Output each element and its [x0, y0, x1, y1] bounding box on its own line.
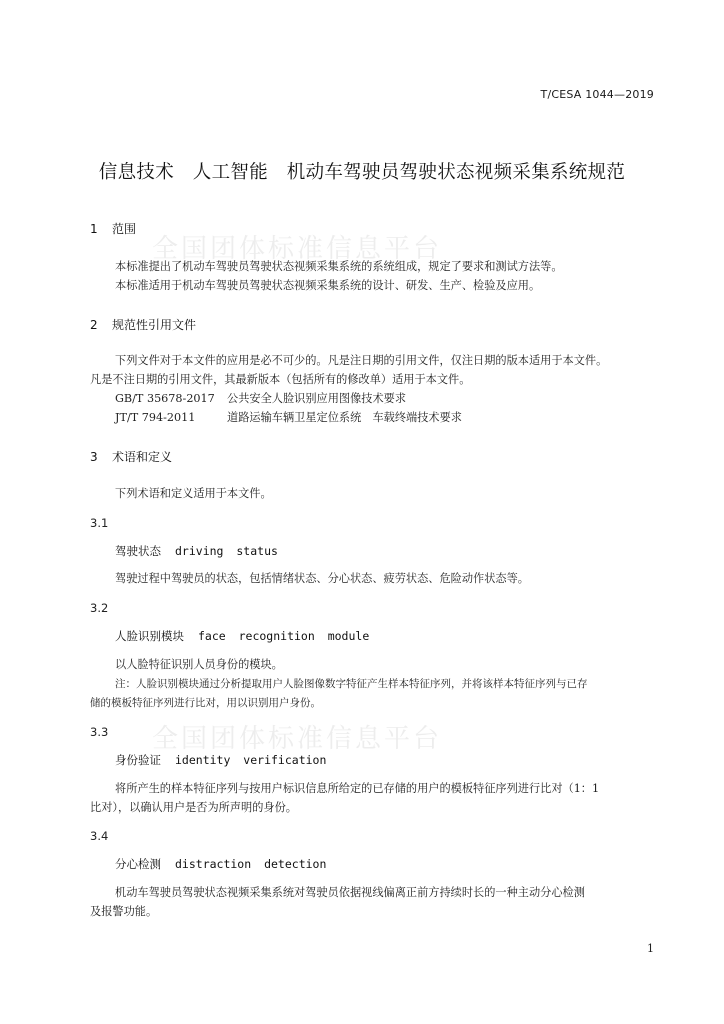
- term-3-2-en: face recognition module: [198, 629, 370, 643]
- reference-2-title: 道路运输车辆卫星定位系统 车载终端技术要求: [227, 411, 462, 424]
- reference-1-title: 公共安全人脸识别应用图像技术要求: [227, 392, 407, 405]
- term-3-1-heading: [115, 543, 278, 559]
- section-3-title: 术语和定义: [112, 450, 173, 464]
- term-3-4-en: distraction detection: [175, 857, 327, 871]
- section-1-heading: [90, 220, 136, 237]
- term-3-3-number: 3.3: [90, 725, 109, 739]
- term-3-4-cn: 分心检测: [115, 857, 161, 871]
- term-3-4-number: 3.4: [90, 829, 109, 843]
- term-3-2-cn: 人脸识别模块: [115, 629, 184, 643]
- section-2-heading: [90, 316, 196, 333]
- term-3-2-number: 3.2: [90, 601, 109, 615]
- term-3-4-definition-line-2: 及报警功能。: [90, 905, 158, 918]
- term-3-3-cn: 身份验证: [115, 753, 161, 767]
- standard-number: T/CESA 1044—2019: [540, 88, 654, 101]
- term-3-2-note-line-1: 注：人脸识别模块通过分析提取用户人脸图像数字特征产生样本特征序列，并将该样本特征序列与已存: [115, 678, 588, 690]
- watermark-top: 全国团体标准信息平台: [152, 234, 443, 264]
- page-number: 1: [647, 942, 654, 955]
- section-2-paragraph-line-1: 下列文件对于本文件的应用是必不可少的。凡是注日期的引用文件，仅注日期的版本适用于本文件。: [115, 354, 608, 367]
- section-2-title: 规范性引用文件: [112, 318, 197, 332]
- document-title: 信息技术 人工智能 机动车驾驶员驾驶状态视频采集系统规范: [98, 162, 626, 183]
- reference-1-code: GB/T 35678-2017: [115, 392, 215, 405]
- section-2-number: 2: [90, 318, 98, 332]
- section-1-paragraph-1: 本标准提出了机动车驾驶员驾驶状态视频采集系统的系统组成，规定了要求和测试方法等。: [115, 260, 563, 273]
- term-3-1-number: 3.1: [90, 516, 109, 530]
- section-1-paragraph-2: 本标准适用于机动车驾驶员驾驶状态视频采集系统的设计、研发、生产、检验及应用。: [115, 279, 541, 292]
- term-3-4-definition-line-1: 机动车驾驶员驾驶状态视频采集系统对驾驶员依据视线偏离正前方持续时长的一种主动分心检测: [115, 886, 585, 899]
- term-3-2-note-line-2: 储的模板特征序列进行比对，用以识别用户身份。: [90, 697, 321, 709]
- section-3-number: 3: [90, 450, 98, 464]
- section-1-title: 范围: [112, 222, 137, 236]
- reference-2: [115, 409, 462, 425]
- reference-1: [115, 390, 406, 406]
- term-3-4-heading: [115, 856, 326, 872]
- reference-2-code: JT/T 794-2011: [115, 411, 196, 424]
- section-2-paragraph-line-2: 凡是不注日期的引用文件，其最新版本（包括所有的修改单）适用于本文件。: [90, 373, 471, 386]
- term-3-3-definition-line-1: 将所产生的样本特征序列与按用户标识信息所给定的已存储的用户的模板特征序列进行比对（1：1: [115, 782, 600, 795]
- term-3-3-heading: [115, 752, 326, 768]
- term-3-1-en: driving status: [175, 544, 278, 558]
- section-3-intro: 下列术语和定义适用于本文件。: [115, 487, 272, 500]
- term-3-3-definition-line-2: 比对），以确认用户是否为所声明的身份。: [90, 801, 297, 814]
- section-3-heading: [90, 448, 172, 465]
- section-1-number: 1: [90, 222, 98, 236]
- term-3-1-definition: 驾驶过程中驾驶员的状态，包括情绪状态、分心状态、疲劳状态、危险动作状态等。: [115, 572, 529, 585]
- term-3-3-en: identity verification: [175, 753, 327, 767]
- term-3-1-cn: 驾驶状态: [115, 544, 161, 558]
- term-3-2-definition: 以人脸特征识别人员身份的模块。: [115, 658, 283, 671]
- watermark-middle: 全国团体标准信息平台: [152, 724, 443, 754]
- term-3-2-heading: [115, 628, 369, 644]
